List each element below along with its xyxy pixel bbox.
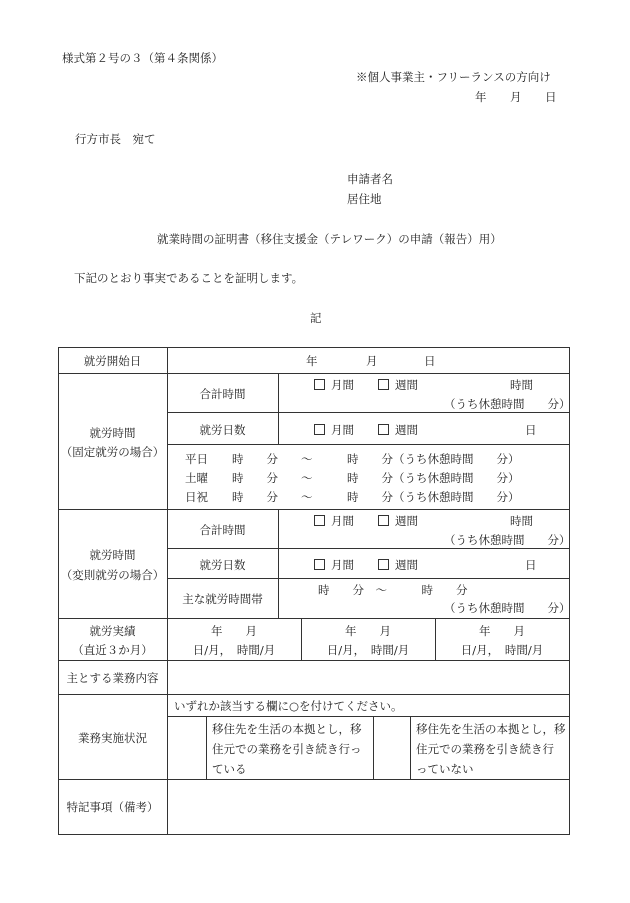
record-sublabel: （直近３か月） [72, 643, 153, 657]
holiday-label: 日祝 [185, 490, 208, 504]
applicant-name-label: 申請者名 [347, 172, 393, 186]
fixed-hours-unit: 時間 [510, 378, 533, 392]
main-hours-break: （うち休憩時間 分） [444, 601, 571, 615]
variable-days-monthly-option[interactable]: 月間 [314, 557, 354, 573]
record-month-1: 年 月 [211, 624, 257, 638]
ki-label: 記 [310, 311, 322, 325]
fixed-weekly-option[interactable]: 週間 [378, 377, 418, 393]
weekly-checkbox[interactable] [378, 559, 389, 570]
status-option-2: 移住先を生活の本拠とし，移 住元での業務を引き続き行 っていない [416, 722, 566, 776]
status-option-1-mark-cell[interactable] [168, 717, 205, 778]
status-instruction: いずれか該当する欄に○を付けてください。 [174, 699, 403, 713]
record-month-2: 年 月 [345, 624, 391, 638]
variable-sublabel: （変則就労の場合） [60, 568, 165, 582]
fixed-monthly-option[interactable]: 月間 [314, 377, 354, 393]
weekly-checkbox[interactable] [378, 379, 389, 390]
start-month: 月 [366, 354, 378, 368]
start-day: 日 [424, 354, 436, 368]
main-hours-label: 主な就労時間帯 [182, 592, 263, 606]
variable-weekly-option[interactable]: 週間 [378, 513, 418, 529]
variable-hours-unit: 時間 [510, 514, 533, 528]
record-value-2: 日/月， 時間/月 [326, 643, 410, 657]
status-label: 業務実施状況 [78, 731, 147, 745]
monthly-checkbox[interactable] [314, 559, 325, 570]
holiday-time: 時 分 ～ 時 分（うち休憩時間 分） [232, 490, 520, 504]
monthly-checkbox[interactable] [314, 379, 325, 390]
remarks-label: 特記事項（備考） [66, 800, 159, 814]
fixed-total-label: 合計時間 [199, 387, 246, 401]
weekly-checkbox[interactable] [378, 424, 389, 435]
intro-text: 下記のとおり事実であることを証明します。 [74, 271, 304, 285]
weekday-label: 平日 [185, 452, 208, 466]
date-year-label: 年 [475, 90, 487, 104]
start-date-label: 就労開始日 [83, 354, 142, 368]
record-value-3: 日/月， 時間/月 [460, 643, 544, 657]
saturday-label: 土曜 [185, 471, 208, 485]
main-hours-time: 時 分 ～ 時 分 [318, 583, 468, 597]
fixed-days-label: 就労日数 [199, 423, 246, 437]
fixed-days-weekly-option[interactable]: 週間 [378, 422, 418, 438]
fixed-label: 就労時間 [89, 426, 136, 440]
fixed-days-monthly-option[interactable]: 月間 [314, 422, 354, 438]
variable-label: 就労時間 [89, 548, 136, 562]
saturday-time: 時 分 ～ 時 分（うち休憩時間 分） [232, 471, 520, 485]
date-month-label: 月 [510, 90, 522, 104]
form-number: 様式第２号の３（第４条関係） [62, 51, 223, 65]
remarks-field[interactable] [168, 780, 568, 833]
document-title: 就業時間の証明書（移住支援金（テレワーク）の申請（報告）用） [157, 232, 502, 246]
record-month-3: 年 月 [479, 624, 525, 638]
weekly-checkbox[interactable] [378, 515, 389, 526]
status-option-1: 移住先を生活の本拠とし，移 住元での業務を引き続き行っ ている [212, 722, 362, 776]
variable-break: （うち休憩時間 分） [444, 533, 571, 547]
record-label: 就労実績 [89, 624, 136, 638]
monthly-checkbox[interactable] [314, 424, 325, 435]
record-value-1: 日/月， 時間/月 [192, 643, 276, 657]
addressee: 行方市長 宛て [75, 132, 156, 146]
fixed-sublabel: （固定就労の場合） [60, 445, 165, 459]
start-year: 年 [306, 354, 318, 368]
variable-days-unit: 日 [525, 558, 537, 572]
weekday-time: 時 分 ～ 時 分（うち休憩時間 分） [232, 452, 520, 466]
applicant-address-label: 居住地 [347, 192, 382, 206]
variable-total-label: 合計時間 [199, 523, 246, 537]
target-note: ※個人事業主・フリーランスの方向け [356, 70, 551, 84]
fixed-days-unit: 日 [525, 423, 537, 437]
main-work-label: 主とする業務内容 [66, 671, 159, 685]
variable-days-label: 就労日数 [199, 558, 246, 572]
date-day-label: 日 [545, 90, 557, 104]
variable-days-weekly-option[interactable]: 週間 [378, 557, 418, 573]
variable-monthly-option[interactable]: 月間 [314, 513, 354, 529]
status-option-2-mark-cell[interactable] [374, 717, 409, 778]
monthly-checkbox[interactable] [314, 515, 325, 526]
fixed-break: （うち休憩時間 分） [444, 397, 571, 411]
